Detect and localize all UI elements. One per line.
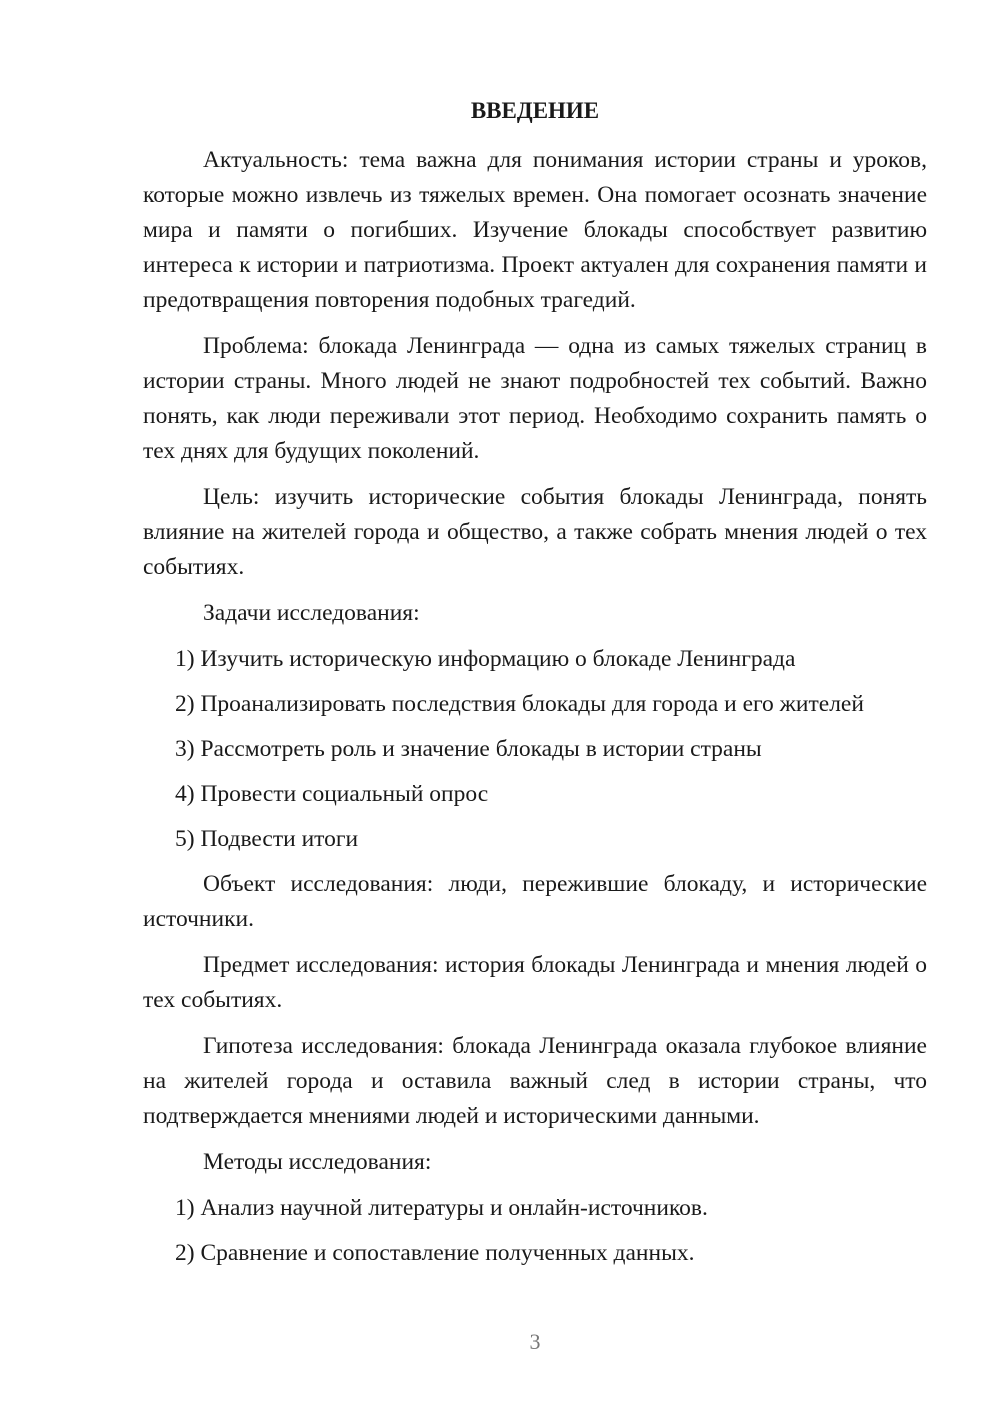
task-item: 1) Изучить историческую информацию о блокаде Ленинграда [175, 646, 796, 672]
paragraph-subject: Предмет исследования: история блокады Ленинграда и мнения людей о тех событиях. [143, 952, 927, 1013]
paragraph-problem: Проблема: блокада Ленинграда — одна из самых тяжелых страниц в истории страны. Много людей не знают подробностей тех событий. Важно понять, как люди переживали этот период. Необходимо сохранить память о тех днях для будущих поколений. [143, 333, 927, 464]
method-item: 2) Сравнение и сопоставление полученных данных. [175, 1240, 695, 1266]
methods-heading: Методы исследования: [203, 1149, 432, 1175]
paragraph-object: Объект исследования: люди, пережившие блокаду, и исторические источники. [143, 871, 927, 932]
task-item: 3) Рассмотреть роль и значение блокады в истории страны [175, 736, 762, 762]
section-title: ВВЕДЕНИЕ [470, 98, 600, 123]
document-body [143, 143, 927, 1281]
method-item: 1) Анализ научной литературы и онлайн-источников. [175, 1195, 708, 1221]
paragraph-hypothesis: Гипотеза исследования: блокада Ленинграда оказала глубокое влияние на жителей города и оставила важный след в истории страны, что подтверждается мнениями людей и историческими данными. [143, 1033, 927, 1129]
page-number: 3 [529, 1329, 541, 1354]
tasks-heading: Задачи исследования: [203, 600, 420, 626]
task-item: 5) Подвести итоги [175, 826, 359, 852]
paragraph-relevance: Актуальность: тема важна для понимания истории страны и уроков, которые можно извлечь из тяжелых времен. Она помогает осознать значение мира и памяти о погибших. Изучение блокады способствует развитию интереса к истории и патриотизма. Проект актуален для сохранения памяти и предотвращения повторения подобных трагедий. [143, 147, 927, 313]
task-item: 4) Провести социальный опрос [175, 781, 489, 807]
task-item: 2) Проанализировать последствия блокады для города и его жителей [175, 691, 864, 717]
paragraph-goal: Цель: изучить исторические события блокады Ленинграда, понять влияние на жителей города и общество, а также собрать мнения людей о тех событиях. [143, 484, 927, 580]
